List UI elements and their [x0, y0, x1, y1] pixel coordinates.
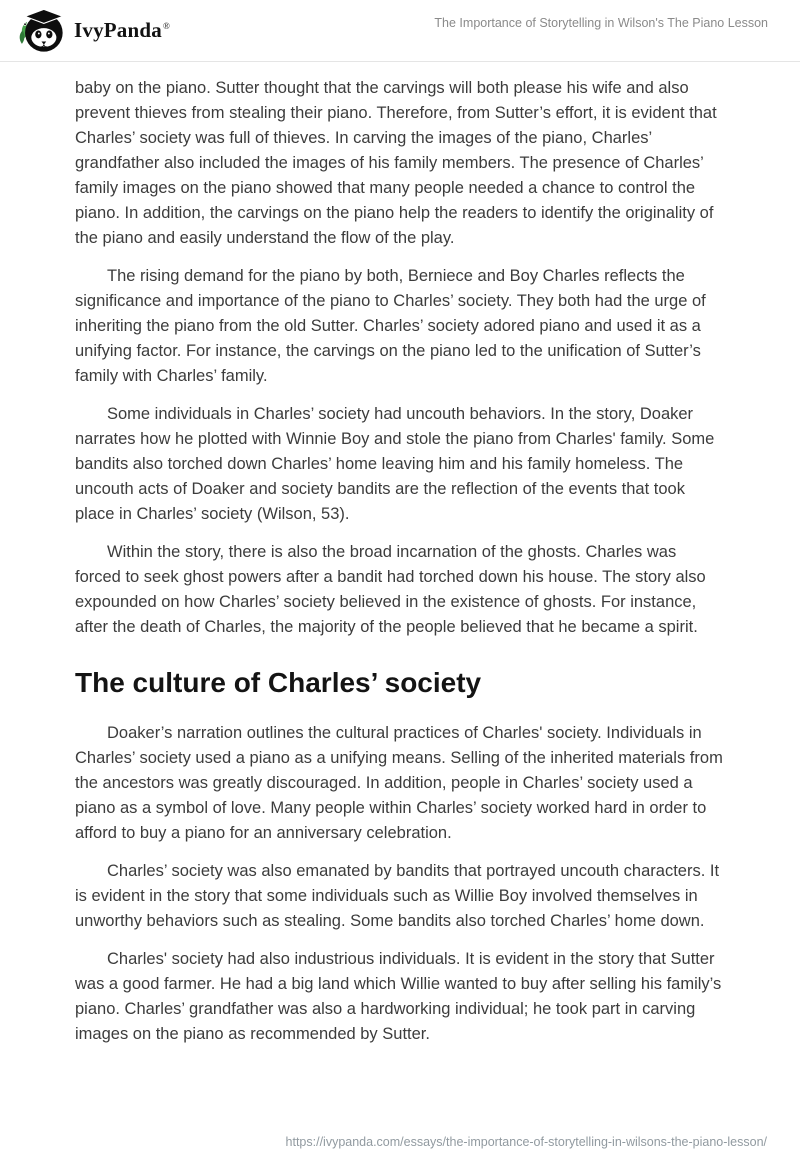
- page-header: [0, 0, 800, 62]
- paragraph: baby on the piano. Sutter thought that the carvings will both please his wife and also prevent thieves from stealing their piano. Therefore, from Sutter’s effort, it is evident that Charles’ society was full of thieves. In carving the images of the piano, Charles’ grandfather also included the images of his family members. The presence of Charles’ family images on the piano showed that many people needed a chance to control the piano. In addition, the carvings on the piano help the readers to identify the originality of the piano and easily understand the flow of the play.: [75, 79, 717, 247]
- page-footer: [286, 1135, 767, 1149]
- paragraph: The rising demand for the piano by both, Berniece and Boy Charles reflects the significance and importance of the piano to Charles’ society. They both had the urge of inheriting the piano from the old Sutter. Charles’ society adored piano and used it as a unifying factor. For instance, the carvings on the piano led to the unification of Sutter’s family with Charles’ family.: [75, 267, 706, 385]
- paragraph: Charles’ society was also emanated by bandits that portrayed uncouth characters. It is evident in the story that some individuals such as Willie Boy involved themselves in unworthy behaviors such as stealing. Some bandits also torched Charles’ home down.: [75, 861, 720, 930]
- paragraph: Some individuals in Charles’ society had uncouth behaviors. In the story, Doaker narrates how he plotted with Winnie Boy and stole the piano from Charles' family. Some bandits also torched down Charles’ home leaving him and his family homeless. The uncouth acts of Doaker and society bandits are the reflection of the events that took place in Charles’ society (Wilson, 53).: [75, 405, 715, 523]
- ivypanda-logo-icon: [18, 7, 65, 54]
- article-body: [0, 62, 800, 1047]
- paragraph: Within the story, there is also the broad incarnation of the ghosts. Charles was forced to seek ghost powers after a bandit had torched down his house. The story also expounded on how Charles’ society believed in the existence of ghosts. For instance, after the death of Charles, the majority of the people believed that he became a spirit.: [75, 543, 706, 636]
- paragraph: Doaker’s narration outlines the cultural practices of Charles' society. Individuals in Charles’ society used a piano as a unifying means. Selling of the inherited materials from the ancestors was greatly discouraged. In addition, people in Charles’ society used a piano as a symbol of love. Many people within Charles’ society worked hard in order to afford to buy a piano for an anniversary celebration.: [75, 723, 723, 842]
- source-url[interactable]: https://ivypanda.com/essays/the-importance-of-storytelling-in-wilsons-the-piano-lesson/: [285, 1135, 767, 1149]
- document-title: The Importance of Storytelling in Wilson's The Piano Lesson: [434, 16, 768, 30]
- brand: [18, 7, 170, 54]
- registered-mark: ®: [162, 21, 171, 31]
- brand-text: IvyPanda: [74, 18, 162, 42]
- brand-name: [74, 18, 170, 43]
- paragraph: Charles' society had also industrious individuals. It is evident in the story that Sutter was a good farmer. He had a big land which Willie wanted to buy after selling his family’s piano. Charles’ grandfather was also a hardworking individual; he took part in carving images on the piano as recommended by Sutter.: [75, 949, 722, 1043]
- section-heading: The culture of Charles’ society: [75, 667, 482, 698]
